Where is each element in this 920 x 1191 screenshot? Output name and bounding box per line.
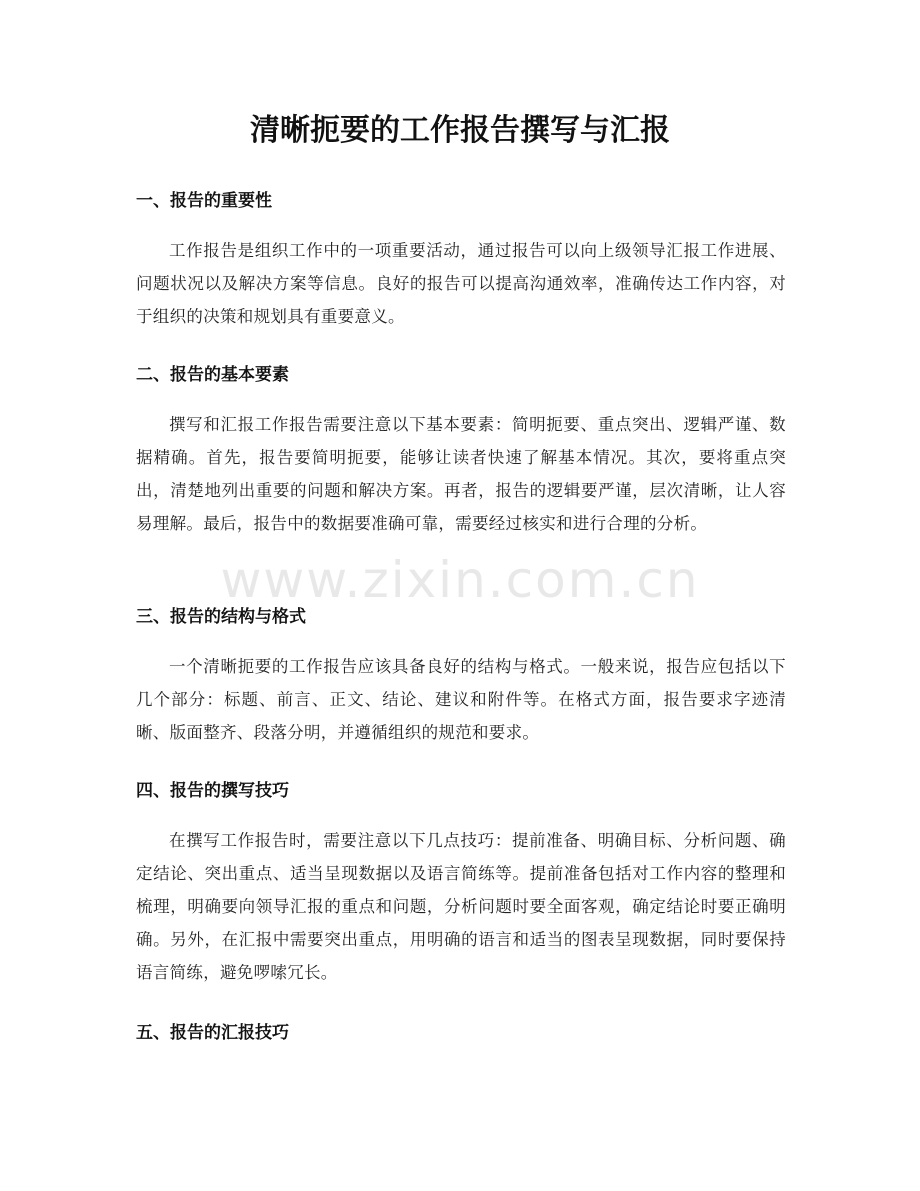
section-heading: 一、报告的重要性 (136, 191, 272, 211)
watermark-text: www.zixin.com.cn (220, 551, 700, 609)
section-basic-elements (136, 362, 786, 540)
section-paragraph: 一个清晰扼要的工作报告应该具备良好的结构与格式。一般来说，报告应包括以下几个部分：标题、前言、正文、结论、建议和附件等。在格式方面，报告要求字迹清晰、版面整齐、段落分明，并遵循组织的规范和要求。 (136, 657, 786, 742)
section-structure-format (136, 604, 786, 749)
section-heading: 三、报告的结构与格式 (136, 607, 306, 627)
section-paragraph: 在撰写工作报告时，需要注意以下几点技巧：提前准备、明确目标、分析问题、确定结论、突出重点、适当呈现数据以及语言简练等。提前准备包括对工作内容的整理和梳理，明确要向领导汇报的重点和问题，分析问题时要全面客观，确定结论时要正确明确。另外，在汇报中需要突出重点，用明确的语言和适当的图表呈现数据，同时要保持语言简练，避免啰嗦冗长。 (136, 831, 786, 982)
section-writing-skills (136, 778, 786, 989)
section-paragraph: 工作报告是组织工作中的一项重要活动，通过报告可以向上级领导汇报工作进展、问题状况以及解决方案等信息。良好的报告可以提高沟通效率，准确传达工作内容，对于组织的决策和规划具有重要意义。 (136, 241, 786, 326)
section-heading: 四、报告的撰写技巧 (136, 781, 289, 801)
section-heading: 二、报告的基本要素 (136, 365, 289, 385)
section-importance (136, 188, 786, 333)
page-title: 清晰扼要的工作报告撰写与汇报 (250, 113, 670, 148)
section-reporting-skills (136, 1020, 786, 1066)
section-paragraph: 撰写和汇报工作报告需要注意以下基本要素：简明扼要、重点突出、逻辑严谨、数据精确。首先，报告要简明扼要，能够让读者快速了解基本情况。其次，要将重点突出，清楚地列出重要的问题和解决方案。再者，报告的逻辑要严谨，层次清晰，让人容易理解。最后，报告中的数据要准确可靠，需要经过核实和进行合理的分析。 (136, 415, 786, 533)
section-heading: 五、报告的汇报技巧 (136, 1023, 289, 1043)
